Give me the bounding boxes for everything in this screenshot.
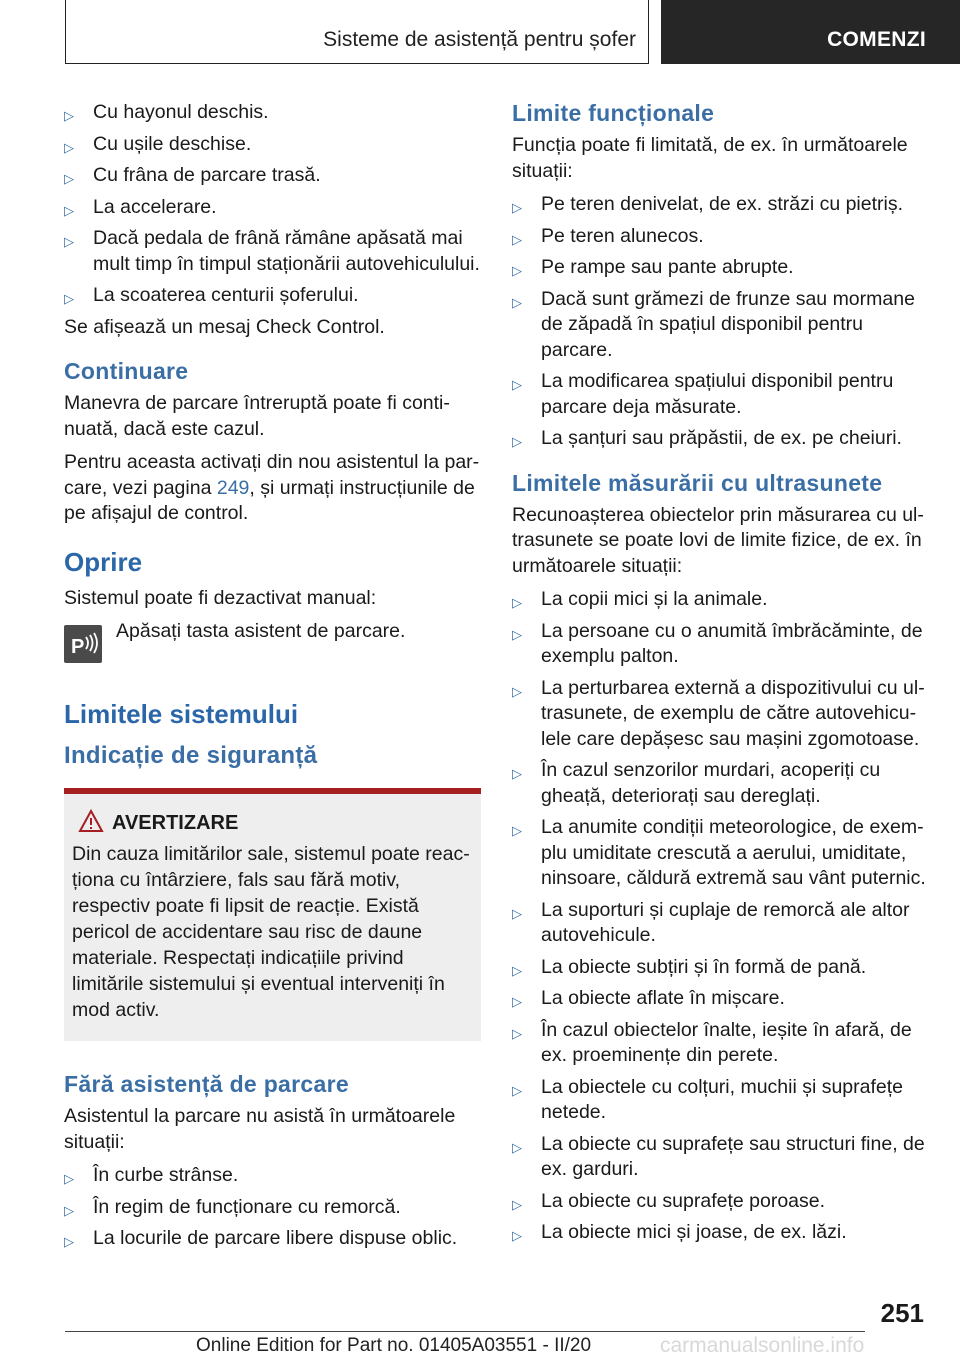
- left-column: [64, 100, 481, 1258]
- list-item: [512, 898, 926, 949]
- warning-text: Din cauza limitărilor sale, sistemul poate reacționa cu întârziere, fals sau fără motiv, respectiv poate fi lipsit de reacție. Există pericol de accidentare sau risc de daune materiale. Respectați indicațiile privind limitările sistemului și eventual interveniți în mod activ.: [72, 843, 470, 1021]
- list-item-text: Cu hayonul deschis.: [93, 101, 269, 123]
- check-control-message: Se afișează un mesaj Check Control.: [64, 315, 385, 338]
- left-bullet-list-1: [64, 100, 481, 309]
- list-item: [64, 132, 481, 158]
- list-item: [512, 1075, 926, 1126]
- list-item-text: La modificarea spațiului disponibil pentru parcare deja măsurate.: [541, 370, 894, 418]
- list-item-text: La suporturi și cuplaje de remorcă ale altor autovehicule.: [541, 898, 910, 946]
- warning-box: [64, 788, 481, 1041]
- list-item-text: Cu ușile deschise.: [93, 132, 252, 155]
- oprire-paragraph: Sistemul poate fi dezactivat manual:: [64, 586, 377, 609]
- list-item: [512, 676, 926, 753]
- bullet-triangle-icon: ▷: [512, 263, 522, 278]
- list-item-text: Dacă sunt grămezi de frunze sau mormane de zăpadă în spațiul disponibil pentru parcare.: [541, 287, 915, 361]
- list-item: [64, 1195, 481, 1221]
- list-item-text: La obiecte aflate în mișcare.: [541, 987, 785, 1009]
- list-item-text: Dacă pedala de frână rămâne apăsată mai mult timp în timpul staționării autovehiculului.: [93, 227, 480, 275]
- bullet-triangle-icon: ▷: [64, 291, 74, 306]
- bullet-triangle-icon: ▷: [512, 683, 522, 699]
- fara-asistenta-paragraph: Asistentul la parcare nu asistă în următoarele situații:: [64, 1105, 456, 1153]
- list-item: [512, 192, 926, 218]
- list-item-text: La obiecte cu suprafețe sau structuri fine, de ex. garduri.: [541, 1132, 925, 1180]
- oprire-key-text: Apăsați tasta asistent de parcare.: [116, 620, 406, 642]
- list-item: [512, 587, 926, 613]
- list-item: [512, 369, 926, 420]
- bullet-triangle-icon: ▷: [64, 1234, 74, 1249]
- bullet-triangle-icon: ▷: [512, 294, 522, 310]
- list-item: [512, 1189, 926, 1215]
- list-item: [512, 287, 926, 364]
- limitele-sistemului-heading: Limitele sistemului: [64, 699, 299, 729]
- list-item-text: La perturbarea externă a dispozitivului cu ultrasunete, de exemplu de către autovehiculele care depășesc sau mașini zgomotoase.: [541, 676, 925, 750]
- bullet-triangle-icon: ▷: [512, 200, 522, 215]
- bullet-triangle-icon: ▷: [512, 1228, 522, 1243]
- oprire-heading: Oprire: [64, 546, 143, 577]
- list-item-text: La locurile de parcare libere dispuse oblic.: [93, 1227, 458, 1249]
- continuare-text-a: Pentru aceasta activați din nou asistentul la parcare, vezi pagina: [64, 451, 480, 499]
- right-column: [512, 100, 926, 1252]
- header-section-box: [65, 0, 649, 64]
- list-item-text: Pe teren alunecos.: [541, 224, 704, 247]
- list-item: [64, 195, 481, 221]
- list-item-text: Pe rampe sau pante abrupte.: [541, 256, 794, 278]
- list-item: [512, 986, 926, 1012]
- bullet-triangle-icon: ▷: [64, 171, 74, 186]
- continuare-paragraph-2: [64, 450, 481, 527]
- bullet-triangle-icon: ▷: [512, 1196, 522, 1212]
- list-item: [64, 283, 481, 309]
- list-item: [512, 224, 926, 250]
- warning-title-text: AVERTIZARE: [112, 812, 239, 834]
- limite-paragraph: Funcția poate fi limitată, de ex. în următoarele situații:: [512, 134, 908, 182]
- indicatie-heading: Indicație de siguranță: [64, 742, 318, 769]
- list-item: [512, 1132, 926, 1183]
- right-bullet-list-2: [512, 587, 926, 1246]
- watermark: carmanualsonline.info: [660, 1334, 865, 1357]
- list-item: [64, 1163, 481, 1189]
- bullet-triangle-icon: ▷: [512, 1139, 522, 1155]
- left-bullet-list-2: [64, 1163, 481, 1252]
- bullet-triangle-icon: ▷: [512, 595, 522, 610]
- list-item: [64, 226, 481, 277]
- list-item: [512, 758, 926, 809]
- edition-text: Online Edition for Part no. 01405A03551 - II/20: [196, 1335, 592, 1356]
- list-item-text: La obiecte subțiri și în formă de pană.: [541, 955, 867, 978]
- list-item-text: La obiecte mici și joase, de ex. lăzi.: [541, 1221, 847, 1243]
- bullet-triangle-icon: ▷: [512, 626, 522, 642]
- list-item-text: La scoaterea centurii șoferului.: [93, 284, 359, 306]
- fara-asistenta-heading: Fără asistență de parcare: [64, 1071, 349, 1097]
- bullet-triangle-icon: ▷: [64, 139, 74, 155]
- bullet-triangle-icon: ▷: [64, 108, 74, 123]
- warning-triangle-icon: [78, 809, 104, 839]
- continuare-heading: Continuare: [64, 358, 189, 384]
- limite-functionale-heading: Limite funcționale: [512, 100, 715, 126]
- bullet-triangle-icon: ▷: [512, 905, 522, 921]
- bullet-triangle-icon: ▷: [512, 1025, 522, 1041]
- ultrasunete-paragraph: Recunoașterea obiectelor prin măsurarea cu ultrasunete se poate lovi de limite fizice, de ex. în următoarele situații:: [512, 503, 924, 577]
- list-item-text: În curbe strânse.: [93, 1164, 239, 1186]
- chapter-tab: [661, 0, 960, 64]
- list-item: [512, 426, 926, 452]
- parking-assistant-key-icon: [64, 625, 102, 663]
- bullet-triangle-icon: ▷: [512, 231, 522, 247]
- list-item: [512, 815, 926, 892]
- svg-text:P: P: [71, 636, 85, 658]
- bullet-triangle-icon: ▷: [64, 202, 74, 218]
- list-item-text: La obiectele cu colțuri, muchii și suprafețe netede.: [541, 1075, 904, 1123]
- warning-title: [72, 812, 473, 835]
- bullet-triangle-icon: ▷: [512, 434, 522, 449]
- bullet-triangle-icon: ▷: [512, 377, 522, 392]
- list-item: [512, 255, 926, 281]
- continuare-paragraph-1: Manevra de parcare întreruptă poate fi continuată, dacă este cazul.: [64, 392, 450, 440]
- bullet-triangle-icon: ▷: [512, 994, 522, 1009]
- list-item: [64, 1226, 481, 1252]
- bullet-triangle-icon: ▷: [512, 766, 522, 781]
- list-item: [512, 955, 926, 981]
- list-item-text: La copii mici și la animale.: [541, 588, 768, 610]
- list-item-text: Cu frâna de parcare trasă.: [93, 164, 321, 186]
- footer-divider: [65, 1331, 865, 1332]
- page-link-249[interactable]: 249: [216, 476, 250, 499]
- page-number: 251: [880, 1298, 924, 1328]
- list-item-text: În cazul senzorilor murdari, acoperiți cu gheață, deteriorați sau dereglați.: [541, 759, 881, 807]
- list-item-text: La anumite condiții meteorologice, de exemplu umiditate crescută a aerului, umiditate, ninsoare, căldură extremă sau vânt puternic.: [541, 816, 926, 889]
- list-item: [512, 1220, 926, 1246]
- list-item-text: La persoane cu o anumită îmbrăcăminte, de exemplu palton.: [541, 619, 923, 667]
- bullet-triangle-icon: ▷: [512, 962, 522, 978]
- ultrasunete-heading: Limitele măsurării cu ultrasunete: [512, 469, 883, 496]
- parking-assist-key-row: [64, 619, 481, 675]
- list-item: [64, 100, 481, 126]
- chapter-tab-label: COMENZI: [827, 28, 926, 51]
- list-item: [512, 1018, 926, 1069]
- list-item-text: În regim de funcționare cu remorcă.: [93, 1195, 401, 1218]
- bullet-triangle-icon: ▷: [512, 823, 522, 838]
- continuare-text-b: , și urmați instrucțiunile de pe afișajul de control.: [64, 476, 475, 524]
- bullet-triangle-icon: ▷: [64, 1202, 74, 1218]
- list-item-text: Pe teren denivelat, de ex. străzi cu pietriș.: [541, 193, 904, 215]
- section-title: Sisteme de asistență pentru șofer: [323, 28, 636, 51]
- list-item-text: La șanțuri sau prăpăstii, de ex. pe cheiuri.: [541, 427, 902, 449]
- list-item: [512, 619, 926, 670]
- list-item-text: În cazul obiectelor înalte, ieșite în afară, de ex. proeminențe din perete.: [541, 1018, 912, 1066]
- bullet-triangle-icon: ▷: [64, 1171, 74, 1186]
- list-item-text: La obiecte cu suprafețe poroase.: [541, 1189, 826, 1212]
- right-bullet-list-1: [512, 192, 926, 452]
- list-item-text: La accelerare.: [93, 195, 217, 218]
- bullet-triangle-icon: ▷: [512, 1082, 522, 1098]
- bullet-triangle-icon: ▷: [64, 234, 74, 249]
- list-item: [64, 163, 481, 189]
